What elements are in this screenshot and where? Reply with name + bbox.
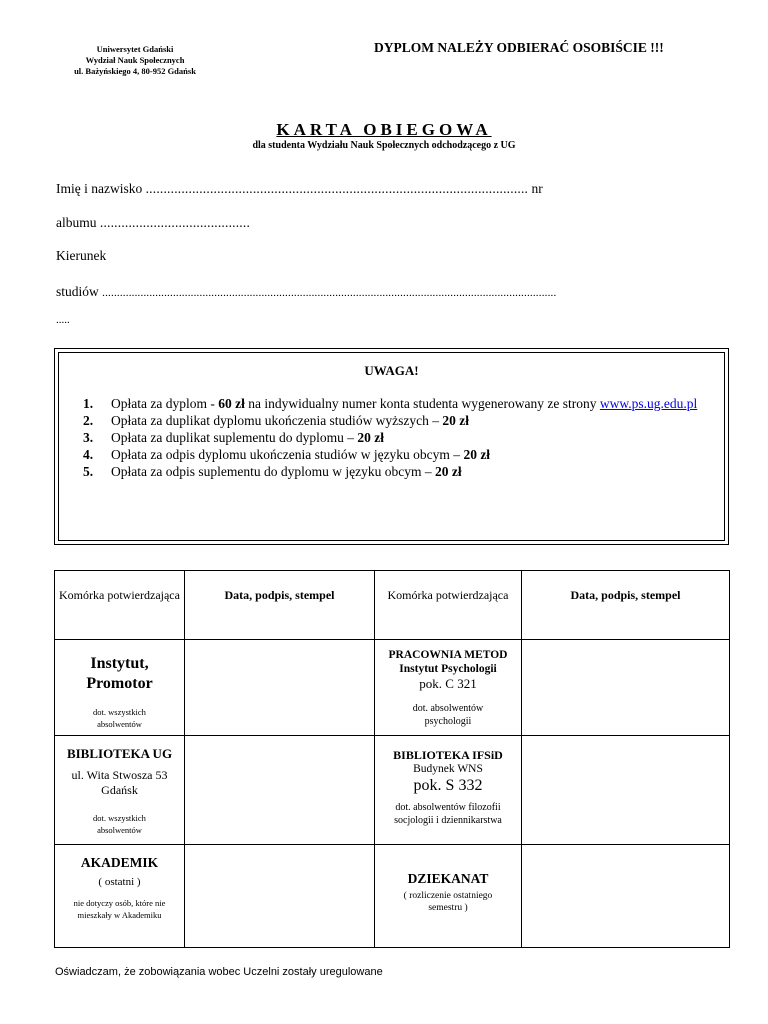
cell-instytut xyxy=(55,640,185,736)
dziekanat-note: ( rozliczenie ostatniego semestru ) xyxy=(403,891,493,913)
fee-number: 1. xyxy=(83,396,94,411)
pracownia-title: PRACOWNIA METOD xyxy=(388,649,508,661)
fee-number: 3. xyxy=(83,430,94,445)
fee-amount: 20 zł xyxy=(357,430,384,445)
fee-text-cont: na indywidualny numer konta studenta wygenerowany ze strony xyxy=(244,396,600,411)
album-label: albumu xyxy=(56,215,97,230)
album-field-line xyxy=(56,215,250,231)
fee-amount: 20 zł xyxy=(434,464,462,479)
fee-text: Opłata za odpis dyplomu ukończenia studiów w języku obcym – xyxy=(111,447,464,462)
studiow-field-line xyxy=(56,284,556,300)
cell-pracownia xyxy=(375,640,522,736)
instytut-note: dot. wszystkich absolwentów xyxy=(93,707,146,729)
fee-text: Opłata za duplikat dyplomu ukończenia studiów wyższych – xyxy=(111,413,443,428)
header-unit-right: Komórka potwierdzająca xyxy=(375,571,522,640)
fee-amount: 20 zł xyxy=(442,413,470,428)
biblioteka-ifsid-room: pok. S 332 xyxy=(413,777,483,794)
header-signature-left: Data, podpis, stempel xyxy=(185,571,375,640)
nr-label: nr xyxy=(531,181,543,196)
notice-box xyxy=(54,348,729,545)
album-dots[interactable]: .......................................... xyxy=(99,215,251,230)
signature-cell[interactable] xyxy=(522,736,730,845)
signature-cell[interactable] xyxy=(522,845,730,948)
kierunek-label: Kierunek xyxy=(56,248,107,263)
akademik-title: AKADEMIK xyxy=(80,855,159,870)
declaration-text: Oświadczam, że zobowiązania wobec Uczelni zostały uregulowane xyxy=(55,966,383,978)
name-label: Imię i nazwisko xyxy=(56,181,143,196)
faculty-name: Wydział Nauk Społecznych xyxy=(85,55,185,65)
studiow-dots[interactable]: .......................................................................................................................................................... xyxy=(102,287,557,299)
akademik-note: nie dotyczy osób, które nie mieszkały w Akademiku xyxy=(73,898,166,920)
university-street: ul. Bażyńskiego 4, 80-952 Gdańsk xyxy=(74,66,196,76)
fee-text: Opłata za duplikat suplementu do dyplomu – xyxy=(111,430,358,445)
biblioteka-ifsid-title: BIBLIOTEKA IFSiD xyxy=(393,748,503,762)
biblioteka-ifsid-note: dot. absolwentów filozofii socjologii i dziennikarstwa xyxy=(394,802,502,826)
fee-text: Opłata za dyplom - xyxy=(111,396,219,411)
fee-item-5 xyxy=(83,463,704,480)
page-title: KARTA OBIEGOWA xyxy=(276,120,492,139)
signature-cell[interactable] xyxy=(522,640,730,736)
dziekanat-title: DZIEKANAT xyxy=(407,871,489,886)
pracownia-sub: Instytut Psychologii xyxy=(399,663,497,675)
pracownia-room: pok. C 321 xyxy=(419,676,477,691)
cell-akademik xyxy=(55,845,185,948)
clearance-table xyxy=(54,570,730,948)
notice-inner-border xyxy=(58,352,725,541)
table-row xyxy=(55,640,730,736)
fee-text: Opłata za odpis suplementu do dyplomu w języku obcym – xyxy=(111,464,435,479)
fee-item-2 xyxy=(83,412,704,429)
biblioteka-ug-title: BIBLIOTEKA UG xyxy=(66,746,173,761)
biblioteka-ug-address: ul. Wita Stwosza 53 Gdańsk xyxy=(71,768,168,797)
signature-cell[interactable] xyxy=(185,845,375,948)
name-field-line xyxy=(56,181,543,197)
cell-dziekanat xyxy=(375,845,522,948)
fee-amount: 60 zł xyxy=(218,396,245,411)
fee-item-1 xyxy=(83,395,704,412)
name-dots[interactable]: ........................................................................................................... xyxy=(145,181,529,196)
fee-amount: 20 zł xyxy=(463,447,491,462)
university-address xyxy=(40,44,230,77)
pracownia-note: dot. absolwentów psychologii xyxy=(412,703,484,727)
continuation-dots: ..... xyxy=(56,314,70,326)
biblioteka-ug-note: dot. wszystkich absolwentów xyxy=(93,813,146,835)
signature-cell[interactable] xyxy=(185,640,375,736)
fee-number: 5. xyxy=(83,464,94,479)
notice-title: UWAGA! xyxy=(364,363,419,378)
collect-in-person-warning: DYPLOM NALEŻY ODBIERAĆ OSOBIŚCIE !!! xyxy=(374,40,664,55)
table-header-row xyxy=(55,571,730,640)
akademik-sub: ( ostatni ) xyxy=(98,876,141,888)
cell-biblioteka-ifsid xyxy=(375,736,522,845)
fee-number: 4. xyxy=(83,447,94,462)
header-unit-left: Komórka potwierdzająca xyxy=(55,571,185,640)
fee-item-4 xyxy=(83,446,704,463)
fee-item-3 xyxy=(83,429,704,446)
table-row xyxy=(55,736,730,845)
header-signature-right: Data, podpis, stempel xyxy=(522,571,730,640)
instytut-title: Instytut, Promotor xyxy=(86,655,153,692)
studiow-label: studiów xyxy=(56,284,99,299)
fee-list xyxy=(83,395,704,480)
cell-biblioteka-ug xyxy=(55,736,185,845)
biblioteka-ifsid-building: Budynek WNS xyxy=(413,763,483,775)
fee-number: 2. xyxy=(83,413,94,428)
page-subtitle: dla studenta Wydziału Nauk Społecznych odchodzącego z UG xyxy=(252,140,516,151)
signature-cell[interactable] xyxy=(185,736,375,845)
ps-ug-link[interactable]: www.ps.ug.edu.pl xyxy=(599,396,698,411)
table-row xyxy=(55,845,730,948)
university-name: Uniwersytet Gdański xyxy=(96,44,174,54)
